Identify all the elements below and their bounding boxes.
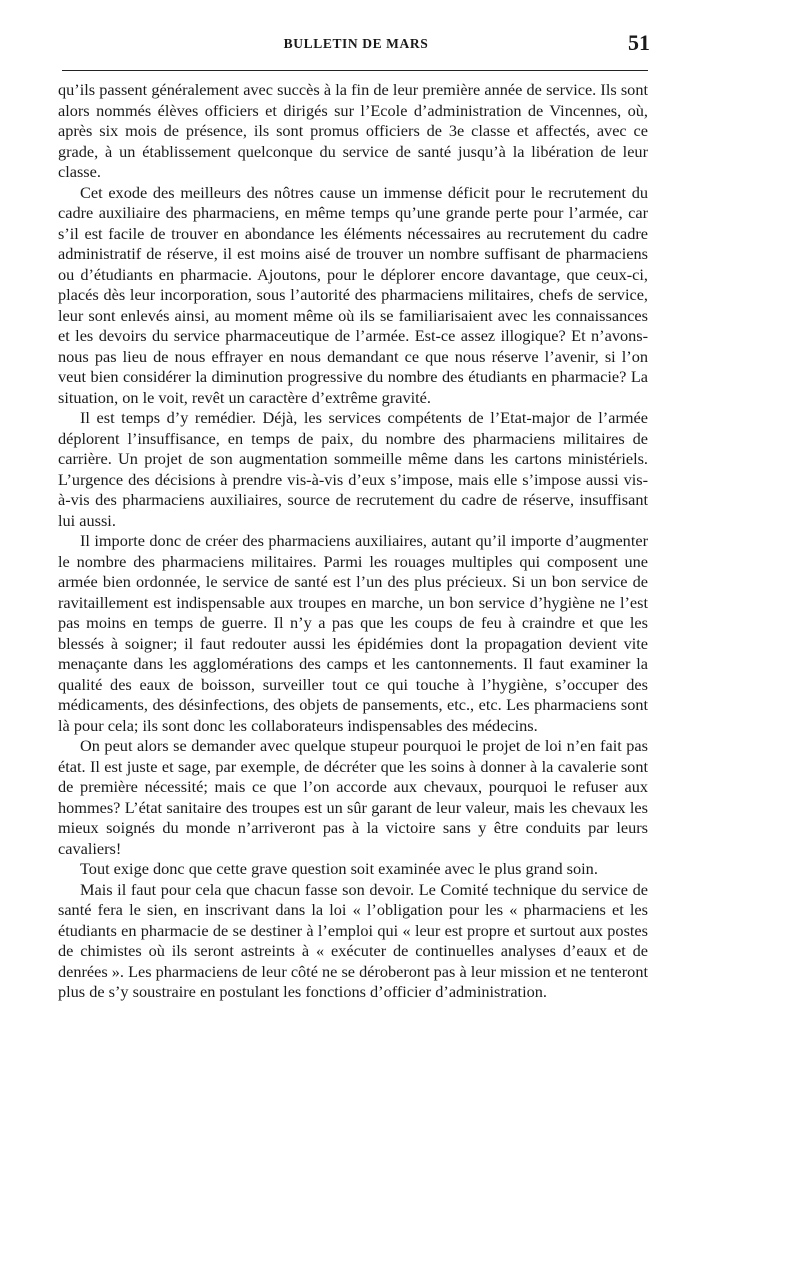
- page-number: 51: [628, 30, 650, 55]
- paragraph: Mais il faut pour cela que chacun fasse son devoir. Le Comité technique du service de santé fera le sien, en inscrivant dans la loi « l’obligation pour les « pharmaciens et les étudiants en pharmacie de se destiner à l’emploi qui « leur est propre et surtout aux postes de chimistes où ils seront astreints à « exécuter de continuelles analyses d’eaux et de denrées ». Les pharmaciens de leur côté ne se déroberont pas à leur mission et ne tenteront plus de s’y soustraire en postulant les fonctions d’officier d’administration.: [58, 879, 648, 1001]
- paragraph: qu’ils passent généralement avec succès à la fin de leur première année de service. Ils sont alors nommés élèves officiers et dirigés sur l’Ecole d’administration de Vincennes, où, après six mois de présence, ils sont promus officiers de 3e classe et affectés, avec ce grade, à un établissement quelconque du service de santé jusqu’à la libération de leur classe.: [58, 80, 648, 181]
- running-head: [62, 30, 650, 60]
- running-title: BULLETIN DE MARS: [283, 36, 429, 51]
- paragraph: On peut alors se demander avec quelque stupeur pourquoi le projet de loi n’en fait pas état. Il est juste et sage, par exemple, de décréter que les soins à donner à la cavalerie sont de première nécessité; mais ce que l’on accorde aux chevaux, pourquoi le refuser aux hommes? L’état sanitaire des troupes est un sûr garant de leur valeur, mais les chevaux les mieux soignés du monde n’arriveront pas à la victoire sans y être conduits par leurs cavaliers!: [58, 736, 648, 858]
- paragraph: Cet exode des meilleurs des nôtres cause un immense déficit pour le recrutement du cadre auxiliaire des pharmaciens, en même temps qu’une grande perte pour l’armée, car s’il est facile de trouver en abondance les éléments nécessaires au recrutement du cadre administratif de réserve, il est moins aisé de trouver un nombre suffisant de pharmaciens ou d’étudiants en pharmacie. Ajoutons, pour le déplorer encore davantage, que ceux-ci, placés dès leur incorporation, sous l’autorité des pharmaciens militaires, chefs de service, leur sont enlevés ainsi, au moment même où ils se familiarisaient avec les connaissances et les devoirs du service pharmaceutique de l’armée. Est-ce assez illogique? Et n’avons-nous pas lieu de nous effrayer en nous demandant ce que nous réserve l’avenir, si l’on veut bien considérer la diminution progressive du nombre des étudiants en pharmacie? La situation, on le voit, revêt un caractère d’extrême gravité.: [58, 182, 648, 407]
- paragraph: Tout exige donc que cette grave question soit examinée avec le plus grand soin.: [80, 859, 598, 878]
- paragraph: Il importe donc de créer des pharmaciens auxiliaires, autant qu’il importe d’augmenter le nombre des pharmaciens militaires. Parmi les rouages multiples qui composent une armée bien ordonnée, le service de santé est l’un des plus précieux. Si un bon service de ravitaillement est indispensable aux troupes en marche, un bon service d’hygiène ne l’est pas moins en temps de guerre. Il n’y a pas que les coups de feu à craindre et que les blessés à soigner; il faut redouter aussi les épidémies dont la propagation devient vite menaçante dans les agglomérations des camps et les cantonnements. Il faut examiner la qualité des eaux de boisson, surveiller tout ce qui touche à l’hygiène, s’occuper des médicaments, des désinfections, des objets de pansements, etc., etc. Les pharmaciens sont là pour cela; ils sont donc les collaborateurs indispensables des médecins.: [58, 531, 648, 735]
- header-rule: [62, 70, 648, 71]
- body-text: [58, 80, 648, 1003]
- paragraph: Il est temps d’y remédier. Déjà, les services compétents de l’Etat-major de l’armée déplorent l’insuffisance, en temps de paix, du nombre des pharmaciens militaires de carrière. Un projet de son augmentation sommeille même dans les cartons ministériels. L’urgence des décisions à prendre vis-à-vis d’eux s’impose, mais elle s’impose aussi vis-à-vis des pharmaciens auxiliaires, source de recrutement du cadre de réserve, insuffisant lui aussi.: [58, 408, 648, 530]
